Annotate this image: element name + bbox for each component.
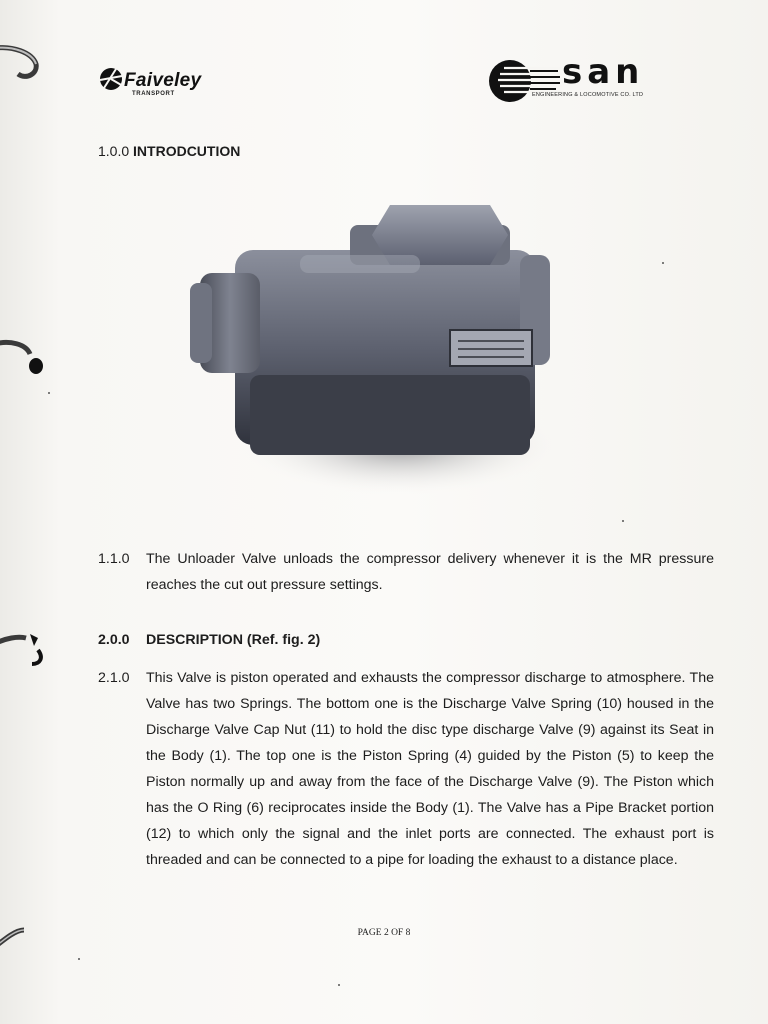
- faiveley-logo-subtext: TRANSPORT: [132, 91, 175, 97]
- paragraph-text: This Valve is piston operated and exhausts the compressor discharge to atmosphere. The Valve has two Springs. The bottom one is the Discharge Valve Spring (10) housed in the Discharge Valve Cap Nut (11) to hold the disc type discharge Valve (9) against its Seat in the Body (1). The top one is the Piston Spring (4) guided by the Piston (5) to keep the Piston normally up and away from the face of the Discharge Valve (9). The Piston which has the O Ring (6) reciprocates inside the Body (1). The Valve has a Pipe Bracket portion (12) to which only the signal and the inlet ports are connected. The exhaust port is threaded and can be connected to a pipe for loading the exhaust to a distance place.: [146, 670, 714, 868]
- paper-speck: [662, 262, 664, 264]
- binder-ring-icon: [0, 40, 48, 84]
- section-heading-description: [98, 632, 320, 648]
- section-number: 1.0.0: [98, 143, 130, 159]
- section-heading-introduction: [98, 143, 240, 159]
- faiveley-emblem-icon: [96, 66, 126, 92]
- faiveley-logo: [96, 62, 226, 102]
- paper-speck: [622, 520, 624, 522]
- binder-ring-icon: [0, 628, 48, 672]
- binder-ring-icon: [0, 334, 48, 378]
- section-title: INTRODCUTION: [133, 143, 241, 159]
- section-title: DESCRIPTION (Ref. fig. 2): [146, 632, 321, 648]
- san-logo-subtext: ENGINEERING & LOCOMOTIVE CO. LTD: [532, 92, 644, 98]
- paper-speck: [338, 984, 340, 986]
- san-logo-text: san: [562, 52, 645, 92]
- san-logo: [488, 52, 668, 108]
- faiveley-logo-text: Faiveley: [124, 70, 202, 91]
- binder-ring-icon: [0, 918, 48, 962]
- paragraph-text: The Unloader Valve unloads the compressor delivery whenever it is the MR pressure reaches the cut out pressure settings.: [146, 551, 714, 593]
- paper-speck: [48, 392, 50, 394]
- paragraph-number: 1.1.0: [98, 551, 130, 567]
- section-number: 2.0.0: [98, 632, 130, 648]
- paper-speck: [78, 958, 80, 960]
- page-number-footer: PAGE 2 OF 8: [357, 928, 411, 938]
- paragraph-number: 2.1.0: [98, 670, 130, 686]
- unloader-valve-photo: [190, 195, 560, 500]
